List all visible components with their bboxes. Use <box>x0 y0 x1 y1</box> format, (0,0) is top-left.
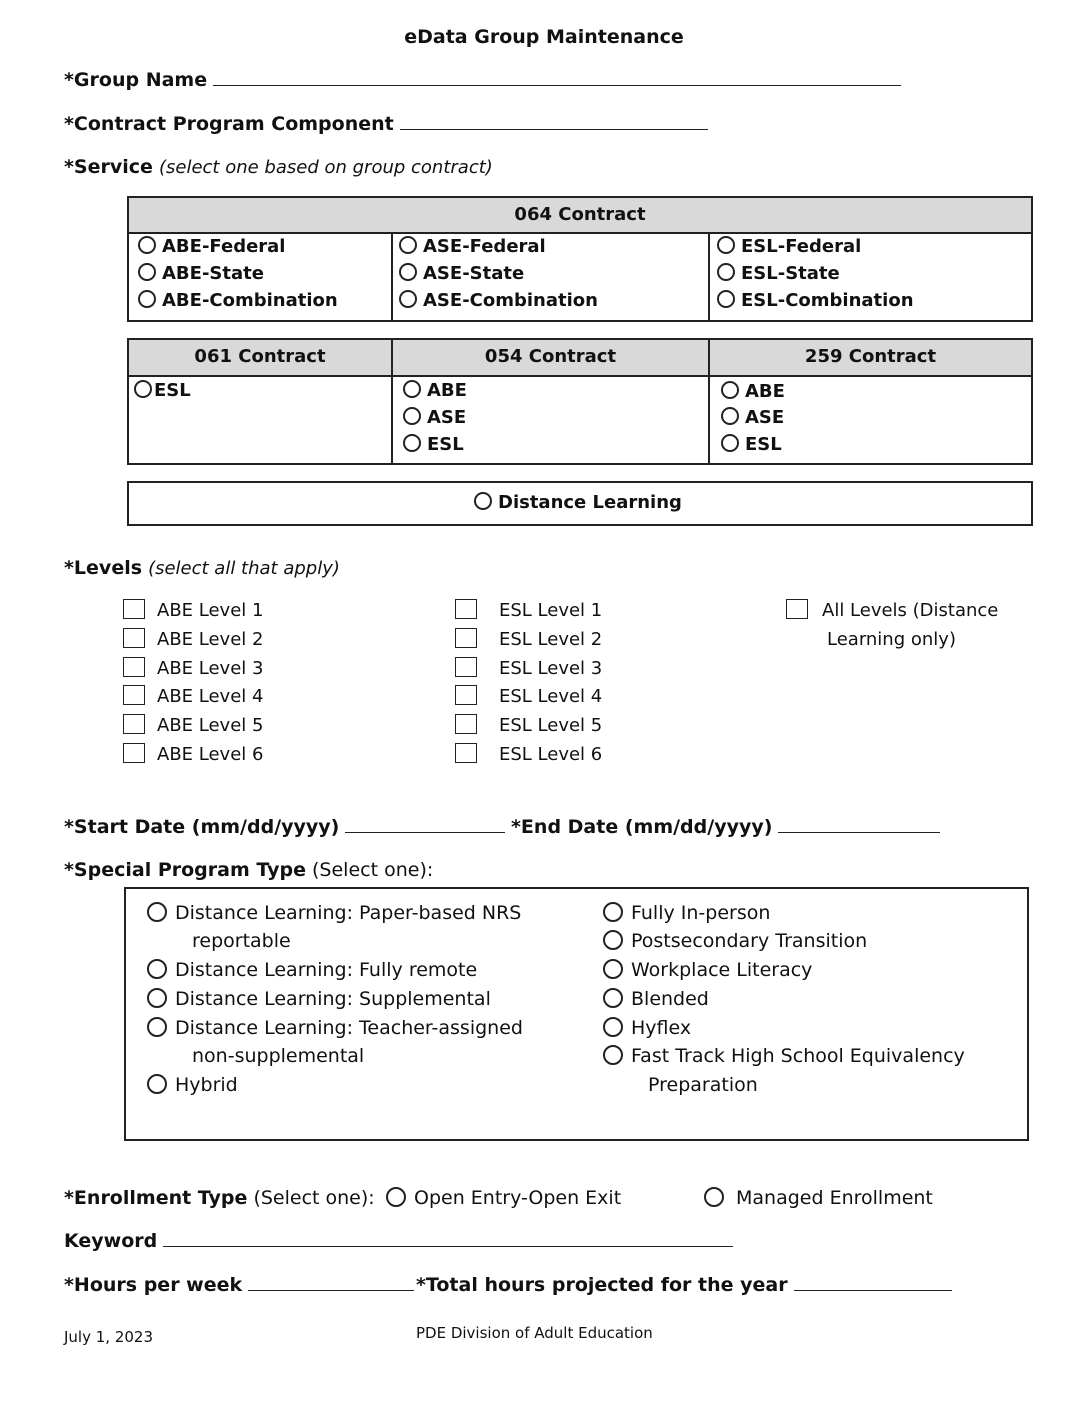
level-label: ESL Level 6 <box>499 744 603 765</box>
level-label: ABE Level 6 <box>157 744 264 765</box>
level-label: ABE Level 2 <box>157 629 264 650</box>
radio-esl-state[interactable] <box>717 263 840 284</box>
checkbox-icon <box>455 657 477 677</box>
option-label: ASE <box>427 407 467 428</box>
radio-circle-icon <box>399 263 417 281</box>
level-label: ESL Level 4 <box>499 686 603 707</box>
option-label: Distance Learning: Fully remote <box>175 959 478 981</box>
radio-circle-icon <box>717 290 735 308</box>
level-label: ESL Level 5 <box>499 715 603 736</box>
checkbox-abe-level-4[interactable] <box>123 686 263 707</box>
radio-esl-federal[interactable] <box>717 236 861 257</box>
service-hint: (select one based on group contract) <box>158 157 493 178</box>
radio-ase-federal[interactable] <box>399 236 546 257</box>
radio-ase-state[interactable] <box>399 263 524 284</box>
option-label: ESL <box>745 434 782 455</box>
option-label: Managed Enrollment <box>736 1187 933 1209</box>
level-label: ABE Level 1 <box>157 600 264 621</box>
contract-component-row <box>64 113 708 135</box>
keyword-row <box>64 1230 733 1252</box>
special-program-box <box>124 887 1029 1141</box>
radio-circle-icon <box>721 407 739 425</box>
radio-circle-icon <box>603 959 623 979</box>
hours-week-row <box>64 1274 414 1296</box>
option-label: ABE-Combination <box>162 290 338 311</box>
radio-circle-icon <box>147 988 167 1008</box>
radio-distance-learning[interactable] <box>474 492 682 513</box>
hours-week-label: *Hours per week <box>64 1274 243 1296</box>
option-label: Fully In-person <box>631 902 771 924</box>
radio-hybrid[interactable] <box>147 1074 238 1096</box>
radio-circle-icon <box>717 236 735 254</box>
radio-circle-icon <box>147 1017 167 1037</box>
radio-dl-paper-based[interactable] <box>147 902 521 924</box>
radio-fully-in-person[interactable] <box>603 902 770 924</box>
option-label: Distance Learning: Teacher-assigned <box>175 1017 523 1039</box>
levels-row <box>64 557 340 579</box>
radio-circle-icon <box>603 988 623 1008</box>
option-label: ESL-Combination <box>741 290 914 311</box>
radio-circle-icon <box>134 380 152 398</box>
level-label: ESL Level 1 <box>499 600 603 621</box>
radio-circle-icon <box>399 236 417 254</box>
radio-blended[interactable] <box>603 988 709 1010</box>
start-date-field[interactable] <box>345 816 505 833</box>
radio-054-ase[interactable] <box>403 407 466 428</box>
option-label: ABE-Federal <box>162 236 286 257</box>
checkbox-icon <box>123 714 145 734</box>
radio-abe-federal[interactable] <box>138 236 285 257</box>
total-hours-label: *Total hours projected for the year <box>416 1274 788 1296</box>
option-label: ESL <box>427 434 464 455</box>
checkbox-abe-level-3[interactable] <box>123 658 263 679</box>
dl-paper-based-line2: reportable <box>192 930 291 952</box>
radio-open-entry[interactable] <box>386 1187 621 1209</box>
option-label: ASE-Combination <box>423 290 598 311</box>
checkbox-icon <box>455 714 477 734</box>
special-program-row <box>64 859 433 881</box>
checkbox-icon <box>455 743 477 763</box>
level-label: ESL Level 2 <box>499 629 603 650</box>
option-label: ESL <box>154 380 191 401</box>
group-name-field[interactable] <box>213 69 901 86</box>
checkbox-icon <box>123 743 145 763</box>
radio-circle-icon <box>603 902 623 922</box>
checkbox-esl-level-3[interactable] <box>455 658 602 679</box>
end-date-label: *End Date (mm/dd/yyyy) <box>511 816 773 838</box>
radio-fast-track-hse[interactable] <box>603 1045 965 1067</box>
radio-259-esl[interactable] <box>721 434 782 455</box>
checkbox-abe-level-1[interactable] <box>123 600 263 621</box>
contract-064-header: 064 Contract <box>129 198 1031 234</box>
checkbox-icon <box>455 685 477 705</box>
service-row <box>64 156 493 178</box>
total-hours-field[interactable] <box>794 1274 952 1291</box>
option-label: Distance Learning: Supplemental <box>175 988 491 1010</box>
all-levels-label-line2: Learning only) <box>827 629 956 650</box>
radio-259-abe[interactable] <box>721 381 785 402</box>
contract-component-field[interactable] <box>400 113 708 130</box>
radio-circle-icon <box>386 1187 406 1207</box>
keyword-label: Keyword <box>64 1230 158 1252</box>
option-label: ABE-State <box>162 263 264 284</box>
checkbox-icon <box>123 685 145 705</box>
contract-061-header: 061 Contract <box>129 340 391 377</box>
level-label: ESL Level 3 <box>499 658 603 679</box>
radio-circle-icon <box>721 434 739 452</box>
option-label: Blended <box>631 988 709 1010</box>
page-title: eData Group Maintenance <box>404 26 684 48</box>
end-date-field[interactable] <box>778 816 940 833</box>
option-label: Open Entry-Open Exit <box>414 1187 622 1209</box>
radio-circle-icon <box>403 380 421 398</box>
radio-061-esl[interactable] <box>134 380 191 401</box>
start-date-row <box>64 816 505 838</box>
special-program-label: *Special Program Type <box>64 859 306 881</box>
radio-circle-icon <box>399 290 417 308</box>
keyword-field[interactable] <box>163 1230 733 1247</box>
option-label: Hybrid <box>175 1074 238 1096</box>
level-label: ABE Level 5 <box>157 715 264 736</box>
checkbox-esl-level-1[interactable] <box>455 600 602 621</box>
radio-hyflex[interactable] <box>603 1017 691 1039</box>
radio-circle-icon <box>138 263 156 281</box>
radio-circle-icon <box>603 1045 623 1065</box>
option-label: ESL-State <box>741 263 840 284</box>
option-label: ABE <box>427 380 467 401</box>
fast-track-hse-line2: Preparation <box>648 1074 758 1096</box>
end-date-row <box>511 816 940 838</box>
checkbox-icon <box>786 599 808 619</box>
radio-circle-icon <box>721 381 739 399</box>
radio-circle-icon <box>403 407 421 425</box>
checkbox-abe-level-6[interactable] <box>123 744 263 765</box>
option-label: ASE-State <box>423 263 525 284</box>
option-label: Workplace Literacy <box>631 959 813 981</box>
option-label: Fast Track High School Equivalency <box>631 1045 965 1067</box>
radio-circle-icon <box>603 930 623 950</box>
start-date-label: *Start Date (mm/dd/yyyy) <box>64 816 340 838</box>
option-label: ABE <box>745 381 785 402</box>
radio-managed-enrollment[interactable] <box>704 1187 933 1209</box>
footer-org: PDE Division of Adult Education <box>416 1324 653 1342</box>
radio-054-esl[interactable] <box>403 434 464 455</box>
levels-hint: (select all that apply) <box>148 558 340 579</box>
radio-circle-icon <box>147 902 167 922</box>
service-label: *Service <box>64 156 153 178</box>
checkbox-esl-level-4[interactable] <box>455 686 602 707</box>
checkbox-icon <box>123 657 145 677</box>
checkbox-abe-level-2[interactable] <box>123 629 263 650</box>
checkbox-icon <box>123 599 145 619</box>
checkbox-icon <box>455 628 477 648</box>
dl-teacher-assigned-line2: non-supplemental <box>192 1045 365 1067</box>
radio-circle-icon <box>717 263 735 281</box>
group-name-label: *Group Name <box>64 69 208 91</box>
level-label: All Levels (Distance <box>822 600 999 621</box>
radio-circle-icon <box>474 492 492 510</box>
radio-circle-icon <box>603 1017 623 1037</box>
contract-component-label: *Contract Program Component <box>64 113 394 135</box>
radio-circle-icon <box>138 290 156 308</box>
option-label: ASE <box>745 407 785 428</box>
contract-061-054-259-table <box>127 338 1033 465</box>
option-label: Distance Learning <box>498 492 682 513</box>
radio-circle-icon <box>704 1187 724 1207</box>
level-label: ABE Level 3 <box>157 658 264 679</box>
radio-postsecondary-transition[interactable] <box>603 930 867 952</box>
checkbox-icon <box>123 628 145 648</box>
radio-ase-combination[interactable] <box>399 290 598 311</box>
option-label: Postsecondary Transition <box>631 930 868 952</box>
levels-label: *Levels <box>64 557 143 579</box>
radio-circle-icon <box>147 1074 167 1094</box>
footer-date: July 1, 2023 <box>64 1328 153 1346</box>
option-label: ESL-Federal <box>741 236 862 257</box>
radio-dl-supplemental[interactable] <box>147 988 491 1010</box>
checkbox-abe-level-5[interactable] <box>123 715 263 736</box>
radio-esl-combination[interactable] <box>717 290 914 311</box>
checkbox-esl-level-2[interactable] <box>455 629 602 650</box>
special-program-hint: (Select one): <box>312 859 434 881</box>
radio-259-ase[interactable] <box>721 407 784 428</box>
radio-circle-icon <box>138 236 156 254</box>
contract-259-header: 259 Contract <box>710 340 1031 377</box>
hours-week-field[interactable] <box>248 1274 414 1291</box>
radio-dl-teacher-assigned[interactable] <box>147 1017 523 1039</box>
total-hours-row <box>416 1274 952 1296</box>
checkbox-icon <box>455 599 477 619</box>
group-name-row <box>64 69 901 91</box>
option-label: ASE-Federal <box>423 236 546 257</box>
level-label: ABE Level 4 <box>157 686 264 707</box>
radio-dl-fully-remote[interactable] <box>147 959 477 981</box>
enrollment-row <box>64 1187 375 1209</box>
option-label: Hyflex <box>631 1017 692 1039</box>
checkbox-esl-level-5[interactable] <box>455 715 602 736</box>
option-label: Distance Learning: Paper-based NRS <box>175 902 522 924</box>
radio-circle-icon <box>147 959 167 979</box>
radio-circle-icon <box>403 434 421 452</box>
radio-workplace-literacy[interactable] <box>603 959 812 981</box>
radio-abe-combination[interactable] <box>138 290 338 311</box>
radio-054-abe[interactable] <box>403 380 467 401</box>
checkbox-esl-level-6[interactable] <box>455 744 602 765</box>
radio-abe-state[interactable] <box>138 263 264 284</box>
contract-054-header: 054 Contract <box>393 340 708 377</box>
enrollment-hint: (Select one): <box>253 1187 375 1209</box>
checkbox-all-levels[interactable] <box>786 600 998 621</box>
enrollment-label: *Enrollment Type <box>64 1187 248 1209</box>
